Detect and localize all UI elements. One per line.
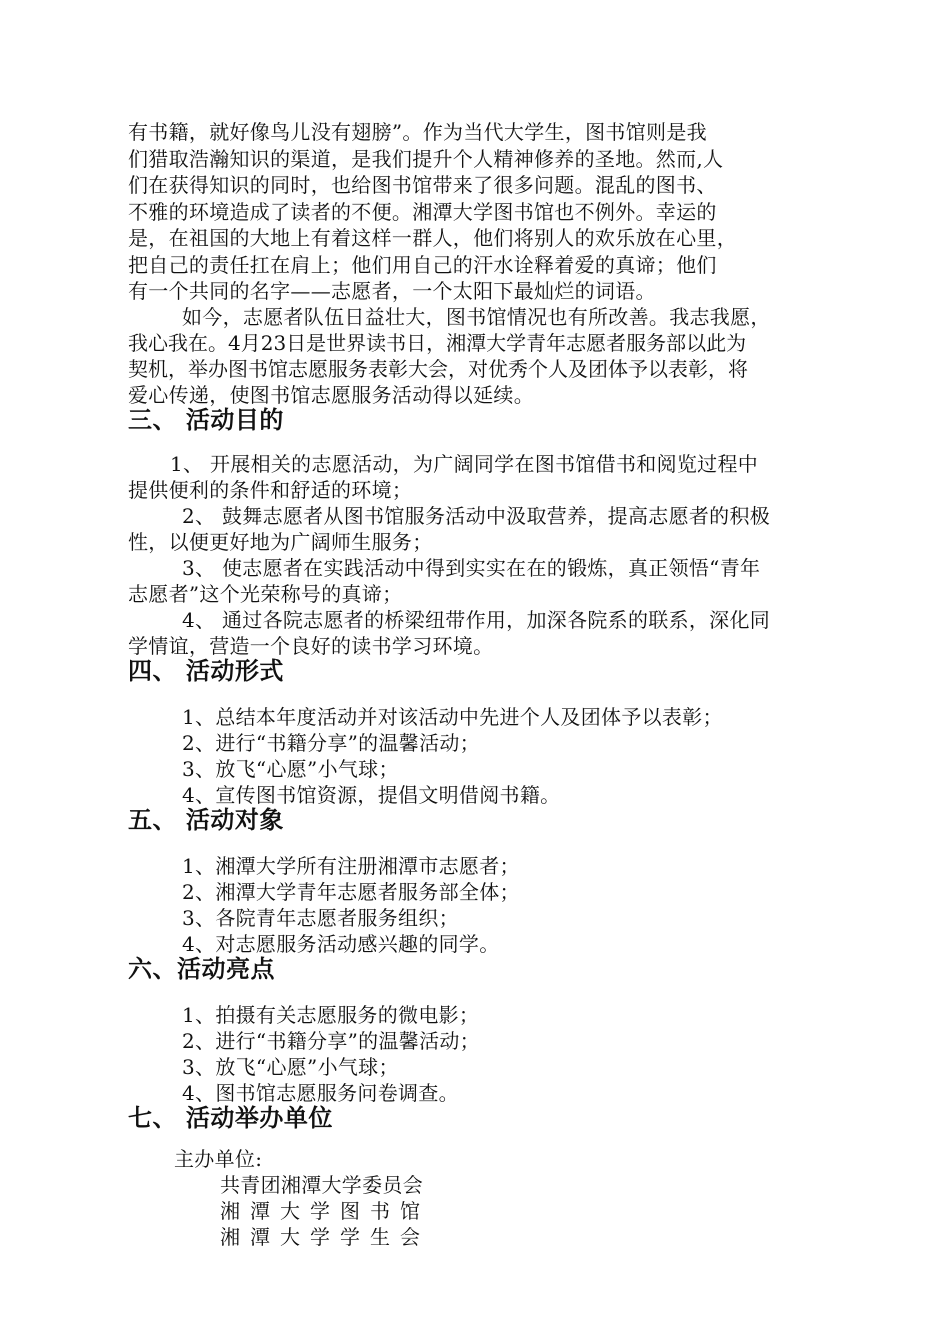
section-heading-goals: 三、 活动目的 xyxy=(128,406,284,434)
list-item: 3、各院青年志愿者服务组织； xyxy=(182,906,459,930)
organizer-label: 主办单位: xyxy=(174,1147,263,1171)
list-item: 1、湘潭大学所有注册湘潭市志愿者； xyxy=(182,854,520,878)
goal-line: 性，以便更好地为广阔师生服务； xyxy=(128,530,433,554)
intro-line: 我心我在。4月23日是世界读书日，湘潭大学青年志愿者服务部以此为 xyxy=(128,331,747,355)
organizer-name: 湘潭大学学生会 xyxy=(220,1225,430,1249)
list-item: 2、湘潭大学青年志愿者服务部全体； xyxy=(182,880,520,904)
intro-line: 有一个共同的名字——志愿者，一个太阳下最灿烂的词语。 xyxy=(128,279,656,303)
intro-line: 契机，举办图书馆志愿服务表彰大会，对优秀个人及团体予以表彰，将 xyxy=(128,357,748,381)
organizer-name: 共青团湘潭大学委员会 xyxy=(220,1173,423,1197)
intro-line: 是，在祖国的大地上有着这样一群人，他们将别人的欢乐放在心里， xyxy=(128,226,737,250)
intro-line: 把自己的责任扛在肩上；他们用自己的汗水诠释着爱的真谛；他们 xyxy=(128,253,717,277)
list-item: 4、对志愿服务活动感兴趣的同学。 xyxy=(182,932,500,956)
intro-line: 们在获得知识的同时，也给图书馆带来了很多问题。混乱的图书、 xyxy=(128,173,717,197)
intro-line: 们猎取浩瀚知识的渠道，是我们提升个人精神修养的圣地。然而,人 xyxy=(128,147,724,171)
goal-line: 学情谊，营造一个良好的读书学习环境。 xyxy=(128,634,494,658)
intro-line: 如今，志愿者队伍日益壮大，图书馆情况也有所改善。我志我愿， xyxy=(182,305,771,329)
goal-line: 1、 开展相关的志愿活动，为广阔同学在图书馆借书和阅览过程中 xyxy=(170,452,759,476)
organizer-name: 湘潭大学图书馆 xyxy=(220,1199,430,1223)
intro-line: 爱心传递，使图书馆志愿服务活动得以延续。 xyxy=(128,383,534,407)
list-item: 3、放飞“心愿”小气球； xyxy=(182,1055,399,1079)
list-item: 1、总结本年度活动并对该活动中先进个人及团体予以表彰； xyxy=(182,705,723,729)
section-heading-forms: 四、 活动形式 xyxy=(128,657,284,685)
list-item: 2、进行“书籍分享”的温馨活动； xyxy=(182,1029,480,1053)
section-heading-organizers: 七、 活动举办单位 xyxy=(128,1104,333,1132)
goal-line: 4、 通过各院志愿者的桥梁纽带作用，加深各院系的联系，深化同 xyxy=(182,608,771,632)
list-item: 2、进行“书籍分享”的温馨活动； xyxy=(182,731,480,755)
list-item: 4、宣传图书馆资源，提倡文明借阅书籍。 xyxy=(182,783,561,807)
goal-line: 3、 使志愿者在实践活动中得到实实在在的锻炼，真正领悟“青年 xyxy=(182,556,761,580)
intro-line: 不雅的环境造成了读者的不便。湘潭大学图书馆也不例外。幸运的 xyxy=(128,200,717,224)
goal-line: 提供便利的条件和舒适的环境； xyxy=(128,478,413,502)
list-item: 3、放飞“心愿”小气球； xyxy=(182,757,399,781)
section-heading-targets: 五、 活动对象 xyxy=(128,806,284,834)
goal-line: 志愿者”这个光荣称号的真谛； xyxy=(128,582,403,606)
list-item: 4、图书馆志愿服务问卷调查。 xyxy=(182,1081,459,1105)
goal-line: 2、 鼓舞志愿者从图书馆服务活动中汲取营养，提高志愿者的积极 xyxy=(182,504,771,528)
section-heading-highlights: 六、活动亮点 xyxy=(128,955,275,983)
list-item: 1、拍摄有关志愿服务的微电影； xyxy=(182,1003,480,1027)
intro-line: 有书籍，就好像鸟儿没有翅膀”。作为当代大学生，图书馆则是我 xyxy=(128,120,707,144)
